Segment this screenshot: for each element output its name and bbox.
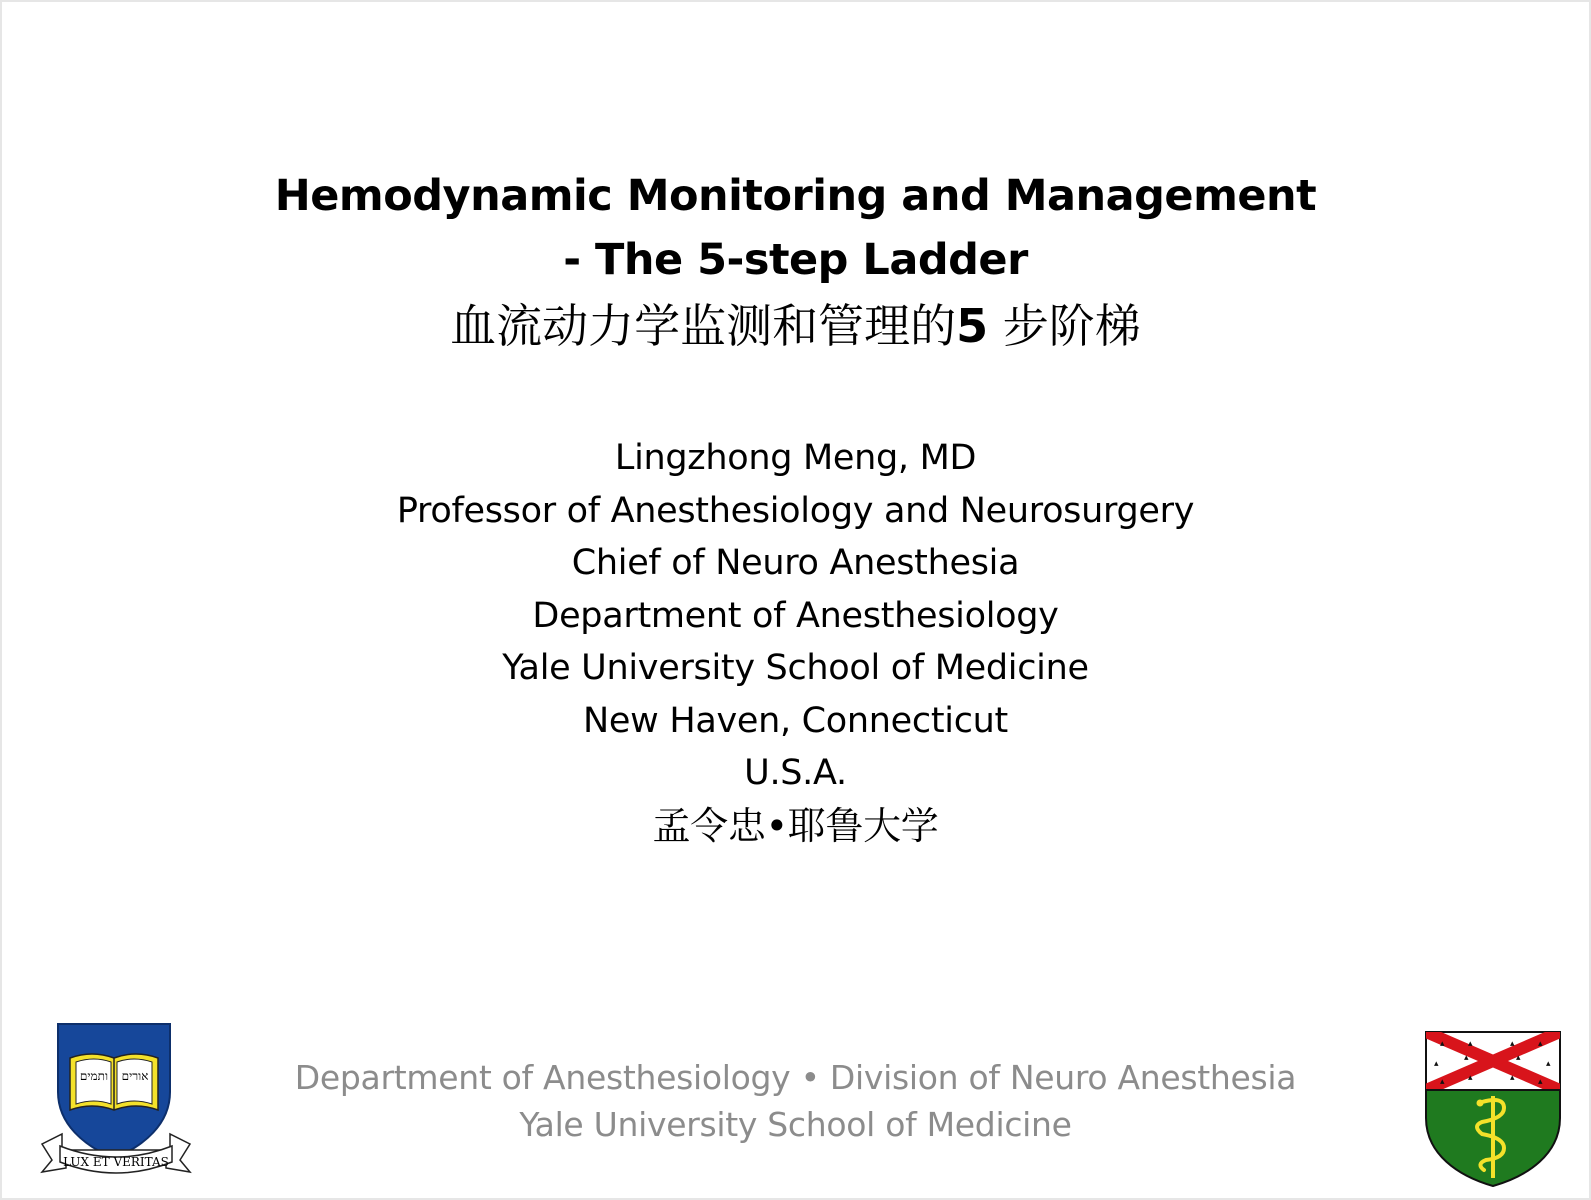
- author-position: Professor of Anesthesiology and Neurosurgery: [396, 490, 1195, 531]
- title-cn-part2: 步阶梯: [988, 299, 1141, 353]
- title-line-1: Hemodynamic Monitoring and Management: [274, 171, 1317, 221]
- svg-text:▴: ▴: [1464, 1053, 1469, 1063]
- svg-text:▴: ▴: [1510, 1073, 1515, 1083]
- title-cn-number: 5: [956, 299, 989, 353]
- title-cn-part1: 血流动力学监测和管理的: [450, 299, 957, 353]
- svg-text:▴: ▴: [1516, 1053, 1521, 1063]
- svg-text:▴: ▴: [1538, 1039, 1543, 1049]
- svg-text:▴: ▴: [1440, 1039, 1445, 1049]
- hebrew-text-left: ותמים: [79, 1069, 109, 1083]
- author-chinese-name: 孟令忠•耶鲁大学: [652, 803, 939, 848]
- title-line-2: - The 5-step Ladder: [563, 235, 1028, 285]
- author-department: Department of Anesthesiology: [532, 595, 1059, 636]
- author-school: Yale University School of Medicine: [502, 648, 1089, 688]
- author-block: [2, 432, 1589, 852]
- footer-line-1: Department of Anesthesiology • Division of Neuro Anesthesia: [294, 1058, 1297, 1097]
- author-role: Chief of Neuro Anesthesia: [571, 543, 1020, 583]
- svg-text:▴: ▴: [1468, 1039, 1473, 1049]
- svg-text:▴: ▴: [1468, 1073, 1473, 1083]
- footer-line-2: Yale University School of Medicine: [519, 1105, 1072, 1144]
- svg-text:▴: ▴: [1510, 1039, 1515, 1049]
- title-chinese: [2, 292, 1589, 360]
- svg-text:▴: ▴: [1434, 1059, 1439, 1069]
- footer: [2, 1054, 1589, 1148]
- author-country: U.S.A.: [744, 753, 847, 793]
- hebrew-text-right: אורים: [121, 1069, 149, 1083]
- title-block: [2, 164, 1589, 360]
- medicine-shield-logo: [1424, 1030, 1562, 1188]
- author-city: New Haven, Connecticut: [583, 700, 1008, 741]
- svg-text:▴: ▴: [1546, 1059, 1551, 1069]
- author-name: Lingzhong Meng, MD: [614, 438, 977, 478]
- motto-text: LUX ET VERITAS: [63, 1155, 169, 1169]
- yale-shield-logo: [40, 1022, 192, 1182]
- svg-text:▴: ▴: [1440, 1077, 1445, 1087]
- svg-text:▴: ▴: [1538, 1077, 1543, 1087]
